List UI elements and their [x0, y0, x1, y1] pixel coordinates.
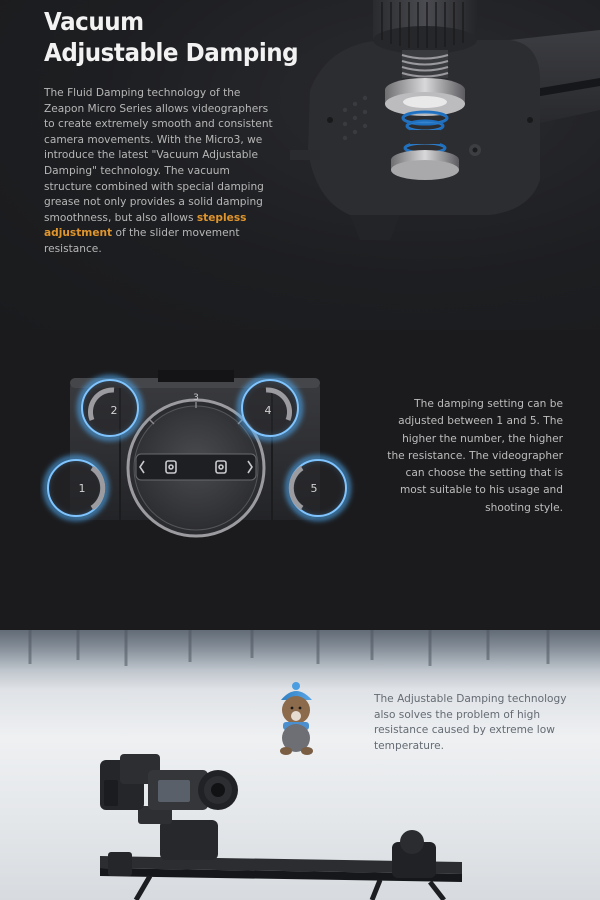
svg-text:4: 4: [264, 404, 272, 417]
svg-text:2: 2: [110, 404, 118, 417]
damping-dial-section: [0, 330, 600, 630]
stepless-adjustment-highlight: stepless adjustment: [44, 211, 247, 240]
vacuum-damping-section: [0, 0, 600, 330]
intro-paragraph: [44, 86, 280, 258]
section-title: [44, 6, 298, 68]
damping-mechanism-image: [290, 0, 600, 240]
intro-text-start: The Fluid Damping technology of the Zeapon Micro Series allows videographers to create extremely smooth and consistent camera movements. With the Micro3, we introduce the latest "Vacuum Adjustable Damping" technology. The vacuum structure combined with special damping grease not only provides a solid damping smoothness, but also allows: [44, 87, 273, 224]
damping-dial-illustration: [40, 350, 360, 560]
teddy-bear: [280, 682, 313, 755]
lens-marker-2: [80, 378, 140, 438]
title-line-2: Adjustable Damping: [44, 38, 299, 67]
lens-marker-1: [46, 458, 106, 518]
cold-weather-description: The Adjustable Damping technology also solves the problem of high resistance caused by extreme low temperature.: [374, 693, 567, 752]
snow-scene-image: [0, 630, 600, 900]
dial-marker-3: 3: [193, 393, 199, 403]
lens-marker-5: [288, 458, 348, 518]
cold-weather-section: [0, 630, 600, 900]
intro-text-end: of the slider movement resistance.: [44, 227, 240, 255]
svg-text:5: 5: [310, 482, 318, 495]
tree-line: [0, 630, 600, 670]
camera-slider: [100, 830, 462, 900]
svg-text:1: 1: [78, 482, 86, 495]
camera-gimbal: [100, 754, 238, 860]
title-line-1: Vacuum: [44, 7, 144, 36]
lens-marker-4: [240, 378, 300, 438]
dial-description: The damping setting can be adjusted between 1 and 5. The higher the number, the higher the resistance. The videographer can choose the setting that is most suitable to his usage and shooting style.: [387, 398, 563, 514]
dial-handle[interactable]: [136, 454, 256, 480]
